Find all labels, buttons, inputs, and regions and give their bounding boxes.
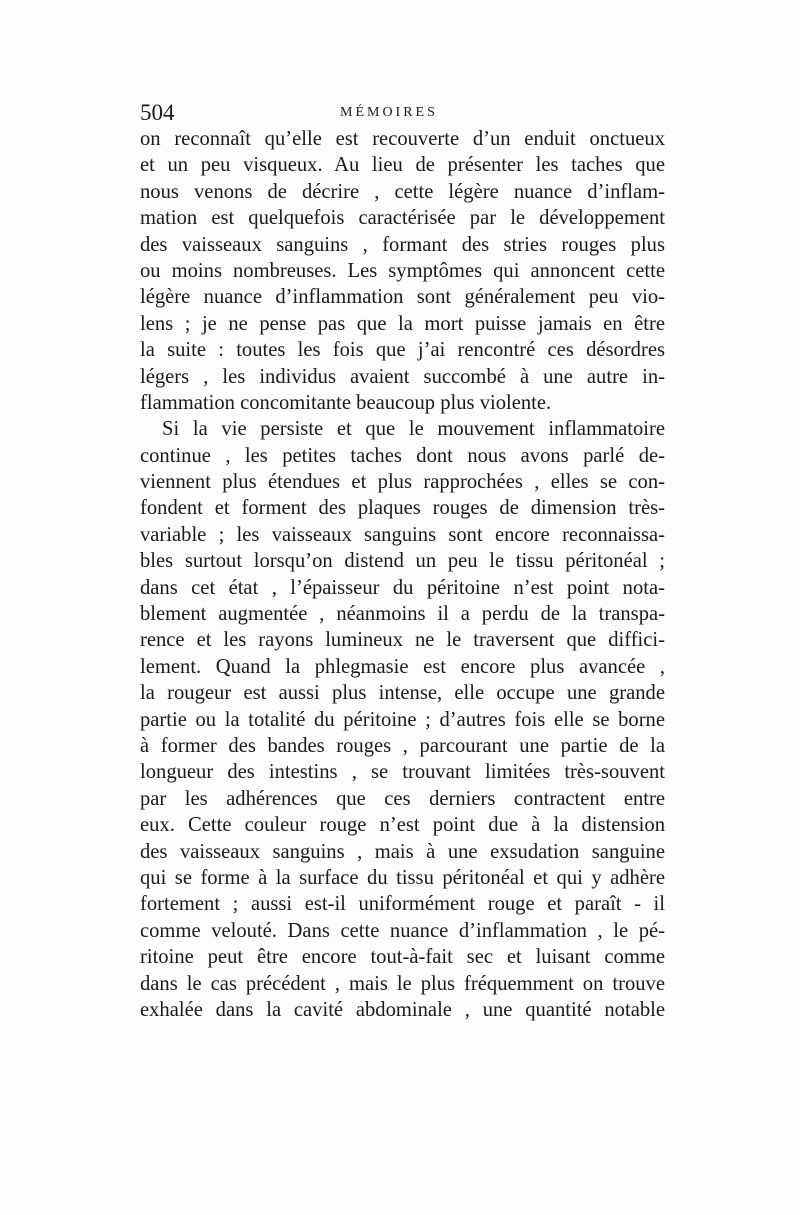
text-line: ritoine peut être encore tout-à-fait sec et luisant comme (140, 946, 665, 969)
text-line: longueur des intestins , se trouvant limitées très-souvent (140, 761, 665, 784)
text-line: nous venons de décrire , cette légère nuance d’inflam- (140, 180, 665, 203)
text-line: dans cet état , l’épaisseur du péritoine n’est point nota- (140, 576, 665, 599)
page-number: 504 (140, 100, 175, 125)
text-line: lement. Quand la phlegmasie est encore plus avancée , (140, 655, 665, 678)
text-line: dans le cas précédent , mais le plus fréquemment on trouve (140, 972, 665, 995)
text-line: des vaisseaux sanguins , mais à une exsudation sanguine (140, 840, 665, 863)
text-line: qui se forme à la surface du tissu péritonéal et qui y adhère (140, 866, 665, 889)
text-line: variable ; les vaisseaux sanguins sont encore reconnaissa- (140, 523, 665, 546)
text-line: blement augmentée , néanmoins il a perdu de la transpa- (140, 603, 665, 626)
body-text (140, 126, 665, 1023)
text-line: comme velouté. Dans cette nuance d’inflammation , le pé- (140, 919, 665, 942)
running-title: MÉMOIRES (340, 105, 438, 120)
text-line: rence et les rayons lumineux ne le traversent que diffici- (140, 629, 665, 652)
text-line: Si la vie persiste et que le mouvement inflammatoire (162, 418, 665, 441)
text-line: à former des bandes rouges , parcourant une partie de la (140, 734, 665, 757)
text-line: légers , les individus avaient succombé à une autre in- (140, 365, 665, 388)
text-line: fondent et forment des plaques rouges de dimension très- (140, 497, 665, 520)
text-line: ou moins nombreuses. Les symptômes qui annoncent cette (140, 259, 665, 282)
text-line: continue , les petites taches dont nous avons parlé de- (140, 444, 665, 467)
paragraph (140, 416, 665, 1023)
text-line: et un peu visqueux. Au lieu de présenter les taches que (140, 154, 665, 177)
text-line: fortement ; aussi est-il uniformément rouge et paraît - il (140, 893, 665, 916)
text-line: la rougeur est aussi plus intense, elle occupe une grande (140, 682, 665, 705)
text-line: mation est quelquefois caractérisée par le développement (140, 207, 665, 230)
text-line: des vaisseaux sanguins , formant des stries rouges plus (140, 233, 665, 256)
text-line: par les adhérences que ces derniers contractent entre (140, 787, 665, 810)
text-line: la suite : toutes les fois que j’ai rencontré ces désordres (140, 339, 665, 362)
paragraph (140, 126, 665, 416)
text-line: flammation concomitante beaucoup plus violente. (140, 391, 552, 414)
text-line: lens ; je ne pense pas que la mort puisse jamais en être (140, 312, 665, 335)
page-header (140, 98, 665, 128)
text-line: partie ou la totalité du péritoine ; d’autres fois elle se borne (140, 708, 665, 731)
text-line: on reconnaît qu’elle est recouverte d’un enduit onctueux (140, 128, 665, 150)
text-line: viennent plus étendues et plus rapprochées , elles se con- (140, 471, 665, 494)
text-line: exhalée dans la cavité abdominale , une quantité notable (140, 998, 665, 1021)
text-line: légère nuance d’inflammation sont généralement peu vio- (140, 286, 665, 309)
text-line: bles surtout lorsqu’on distend un peu le tissu péritonéal ; (140, 550, 665, 573)
text-line: eux. Cette couleur rouge n’est point due à la distension (140, 814, 665, 837)
